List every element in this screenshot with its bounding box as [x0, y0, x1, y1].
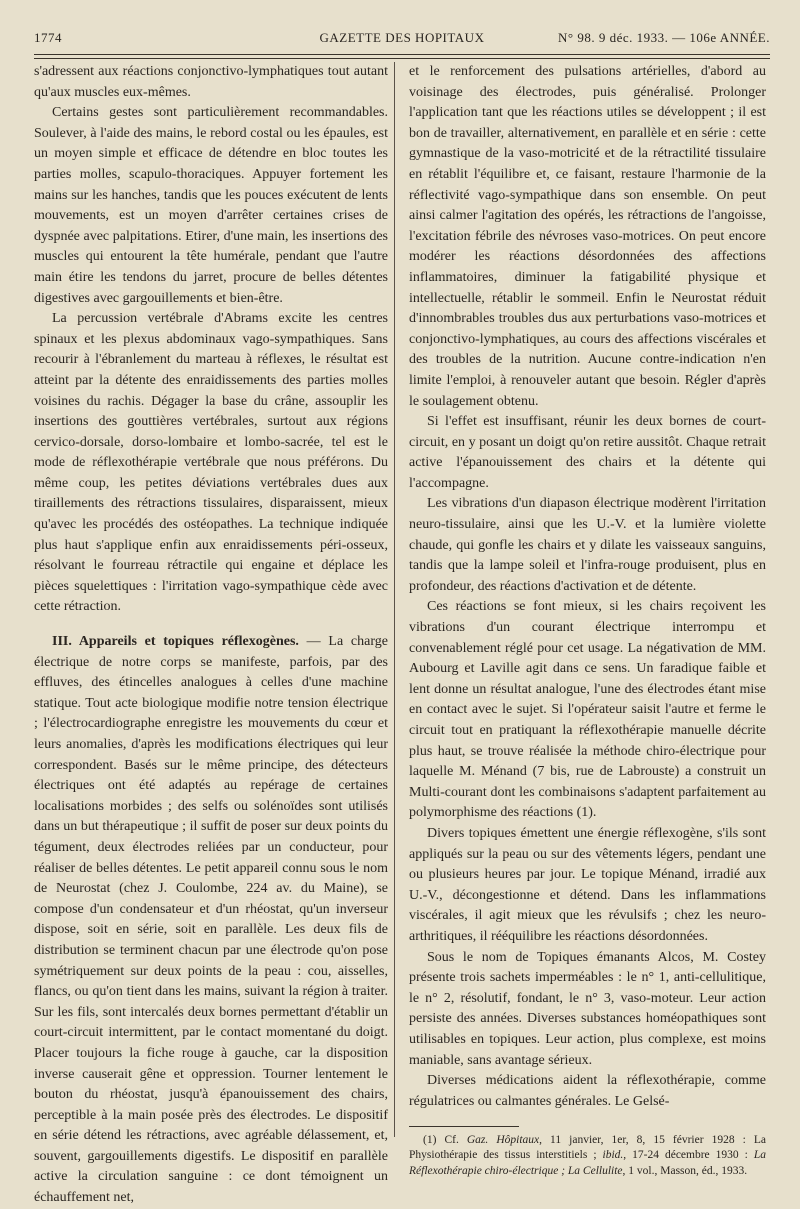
right-column	[409, 62, 766, 1179]
footnote-italic: Gaz. Hôpitaux	[466, 1134, 540, 1147]
paragraph: La percussion vertébrale d'Abrams excite les centres spinaux et les plexus abdominaux vago-sympathiques. Sans recourir à l'ébranlement du marteau à réflexes, le résultat est atteint par la détente des enraidissements des parties molles voisines du rachis. Dégager la base du crâne, assouplir les insertions des gouttières vertébrales, surtout aux régions cervico-dorsale, dorso-lombaire et lombo-sacrée, tel est le mode de réflexothérapie vertébrale que nous préférons. Du même coup, les petites déviations vertébrales dues aux tiraillements des rétractions tissulaires, disparaissent, mieux qu'avec les procédés des ostéopathes. La technique indiquée plus haut s'applique enfin aux enraidissements péri-osseux, résolvant le fourreau rétractile qui engaine et déplace les pièces squelettiques : l'irritation vago-sympathique cède avec cette rétraction.	[34, 311, 388, 615]
column-divider	[394, 62, 395, 1137]
paragraph: Ces réactions se font mieux, si les chairs reçoivent les vibrations d'un courant électrique interrompu et convenablement réglé pour cet usage. La négativation de MM. Aubourg et Laville agit dans ce sens. Un faradique faible et lent donne un résultat analogue, l'une des électrodes étant mise en contact avec le sujet. Si l'opérateur saisit l'autre et ferme le circuit tout en pratiquant la réflexothérapie manuelle décrite plus haut, se trouve réalisée la méthode chiro-électrique pour laquelle M. Ménand (7 bis, rue de Labrouste) a construit un Multi-courant dont les combinaisons s'adaptent parfaitement au polymorphisme des réactions (1).	[409, 599, 766, 821]
section-text: — La charge électrique de notre corps se manifeste, parfois, par des effluves, des étincelles analogues à celles d'une machine statique. Tout acte biologique modifie notre tension électrique ; l'électrocardiographe enregistre les mouvements du cœur et leurs anomalies, d'après les modifications électriques qui leur correspondent. Basés sur le même principe, des détecteurs électriques ont été adaptés au repérage de certaines localisations morbides ; des selfs ou solénoïdes sont utilisés dans un but thérapeutique ; il suffit de poser sur deux points du tégument, deux électrodes reliées par un conducteur, pour réaliser de belles détentes. Le petit appareil connu sous le nom de Neurostat (chez J. Coulombe, 224 av. du Maine), se compose d'un condensateur et d'un rhéostat, qu'un inverseur dispose, soit en série, soit en parallèle. Les deux fils de distribution se terminent chacun par une électrode qu'on pose symétriquement sur deux points de la peau : cou, aisselles, flancs, ou qu'on tient dans les mains, suivant la région à traiter. Sur les fils, sont intercalés deux bornes permettant d'établir un court-circuit intermittent, par le contact momentané du doigt. Placer toujours la fiche rouge à gauche, car la disposition inverse causerait gêne et oppression. Tourner lentement le bouton du rhéostat, jusqu'à épanouissement des chairs, perceptible à la main posée près des électrodes. Le dispositif en série détend les rétractions, avec agréable délassement, et, souvent, gargouillements digestifs. Le dispositif en parallèle active la circulation sanguine : ce dont témoignent un échauffement net,	[34, 634, 388, 1206]
header-rule	[34, 54, 770, 55]
issue-info: N° 98. 9 déc. 1933. — 106e ANNÉE.	[558, 30, 770, 45]
footnote-text: , 17-24 décembre 1930 :	[623, 1149, 754, 1162]
footnote-rule	[409, 1126, 519, 1127]
footnote-text: , 1 vol., Masson, éd., 1933.	[622, 1164, 748, 1177]
footnote-italic: ibid.	[602, 1149, 624, 1162]
paragraph: Sous le nom de Topiques émanants Alcos, M. Costey présente trois sachets imperméables : le n° 1, anti-cellulitique, le n° 2, résolutif, fondant, le n° 3, vaso-moteur. Leur action persiste des années. Diverses substances homéopathiques sont utilisables en topiques. Leur action, plus complexe, est moins maniable, sans avantage sérieux.	[409, 949, 766, 1068]
paragraph: s'adressent aux réactions conjonctivo-lymphatiques tout autant qu'aux muscles eux-mêmes.	[34, 64, 388, 100]
left-column	[34, 62, 388, 1209]
footnote-text: , 11 janvier, 1er, 8, 15 février 1928 : La Physiothérapie des tissus interstitiels ;	[409, 1134, 766, 1162]
paragraph: et le renforcement des pulsations artérielles, d'abord au voisinage des électrodes, puis généralisé. Prolonger l'application tant que les réactions utiles se développent ; il est bon de travailler, alternativement, en parallèle et en série : cette gymnastique de la vaso-motricité et de la rétractilité tissulaire en rétablit l'équilibre et, ce faisant, restaure l'harmonie de la réflectivité vago-sympathique dans son ensemble. On peut ainsi calmer l'agitation des opérés, les rétractions de l'angoisse, l'excitation fébrile des névroses vaso-motrices. On peut encore modérer les réactions désordonnées des affections inflammatoires, diminuer la fatigabilité physique et intellectuelle, rétablir le sommeil. Enfin le Neurostat réduit d'innombrables troubles dus aux perturbations vaso-motrices et conjonctivo-lymphatiques, au cours des affections viscérales et des troubles de la nutrition. Aucune contre-indication n'en limite l'emploi, à renouveler autant que besoin. Régler d'après le soulagement obtenu.	[409, 64, 766, 409]
paragraph: Si l'effet est insuffisant, réunir les deux bornes de court-circuit, en y posant un doigt qu'on retire aussitôt. Chaque retrait active l'épanouissement des chairs et la détente qui l'accompagne.	[409, 414, 766, 491]
paragraph: Diverses médications aident la réflexothérapie, comme régulatrices ou calmantes générales. Le Gelsé-	[409, 1073, 766, 1109]
paragraph: Certains gestes sont particulièrement recommandables. Soulever, à l'aide des mains, le rebord costal ou les épaules, est un moyen simple et efficace de détendre en bloc toutes les parties molles, scapulo-thoraciques. Appuyer fortement les mains sur les hanches, tandis que les pouces exécutent de lents mouvements, est un moyen d'arrêter certaines crises de dyspnée avec palpitations. Etirer, d'une main, les insertions des muscles qui entourent la tête humérale, pendant que l'autre main étire les tendons du jarret, procure de belles détentes digestives avec gargouillements et bien-être.	[34, 105, 388, 306]
journal-title: GAZETTE DES HOPITAUX	[319, 30, 485, 45]
paragraph: Les vibrations d'un diapason électrique modèrent l'irritation neuro-tissulaire, ainsi que les U.-V. et la lumière violette chaude, qui gonfle les chairs et y dilate les vaisseaux sanguins, tandis que la lampe soleil et l'infra-rouge produisent, plus en profondeur, des réactions d'activation et de détente.	[409, 496, 766, 594]
footnote-italic: La Réflexothérapie chiro-électrique ; La Cellulite	[409, 1149, 766, 1177]
page-number: 1774	[34, 30, 62, 45]
section-paragraph	[34, 632, 388, 1209]
running-head	[34, 30, 770, 50]
footnote	[409, 1133, 766, 1179]
section-heading: III. Appareils et topiques réflexogènes.	[52, 634, 299, 650]
header-rule-thin	[34, 58, 770, 59]
paragraph: Divers topiques émettent une énergie réflexogène, s'ils sont appliqués sur la peau ou sur des vêtements légers, pendant une ou plusieurs heures par jour. Le topique Ménand, irradié aux U.-V., décongestionne et détend. Dans les inflammations viscérales, il agit mieux que les révulsifs ; chez les neuro-arthritiques, il rééquilibre les réactions désordonnées.	[409, 825, 766, 944]
footnote-text: (1) Cf.	[423, 1134, 467, 1147]
